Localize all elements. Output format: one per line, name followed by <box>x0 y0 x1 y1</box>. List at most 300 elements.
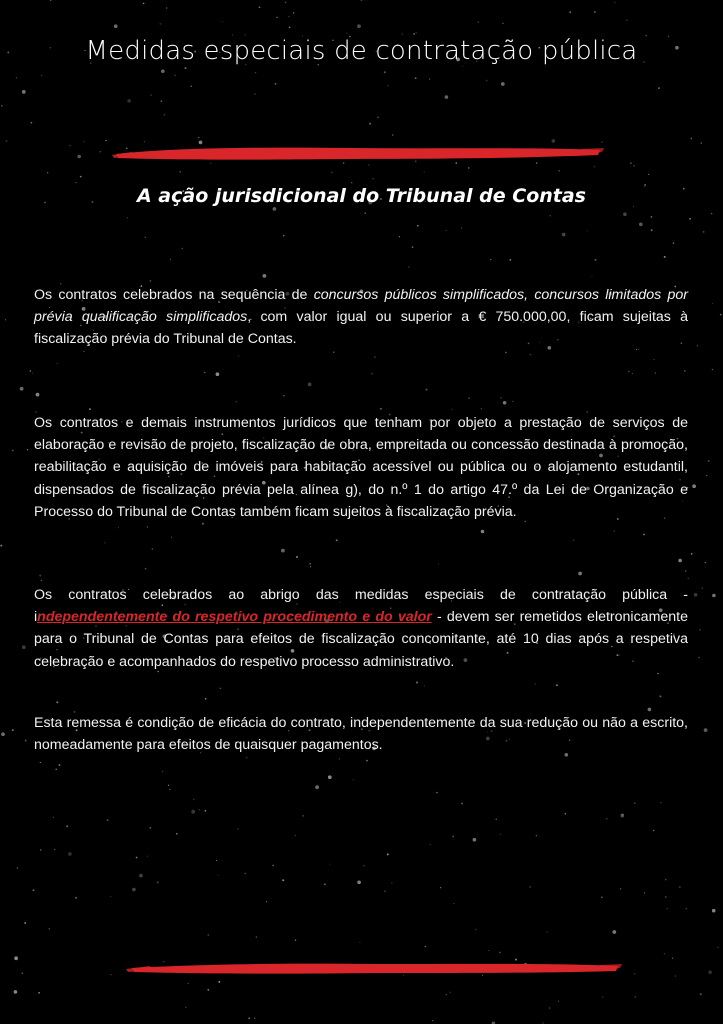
speckle-dot <box>191 810 195 814</box>
speckle-dot <box>711 213 713 215</box>
speckle-dot <box>157 882 159 884</box>
speckle-dot <box>14 956 18 960</box>
speckle-dot <box>684 370 686 372</box>
speckle-dot <box>54 849 55 850</box>
speckle-dot <box>665 896 667 898</box>
speckle-dot <box>500 397 502 399</box>
speckle-dot <box>424 685 425 686</box>
speckle-dot <box>488 950 489 951</box>
speckle-dot <box>40 849 41 850</box>
speckle-dot <box>436 792 438 794</box>
speckle-dot <box>697 345 698 346</box>
speckle-dot <box>49 928 50 929</box>
speckle-dot <box>16 77 17 78</box>
speckle-dot <box>587 230 588 231</box>
speckle-dot <box>188 983 189 984</box>
speckle-dot <box>412 246 414 248</box>
speckle-dot <box>402 33 403 34</box>
red-brush-stroke-bottom <box>126 958 622 978</box>
speckle-dot <box>630 162 632 164</box>
speckle-dot <box>673 242 674 243</box>
speckle-dot <box>353 779 354 780</box>
speckle-dot <box>387 853 389 855</box>
speckle-dot <box>136 857 138 859</box>
speckle-dot <box>0 545 2 547</box>
speckle-dot <box>147 526 148 527</box>
speckle-dot <box>691 553 693 555</box>
speckle-dot <box>170 259 171 260</box>
speckle-dot <box>368 164 369 165</box>
speckle-dot <box>499 952 501 954</box>
speckle-dot <box>36 393 40 397</box>
speckle-dot <box>594 166 596 168</box>
speckle-dot <box>660 802 661 803</box>
speckle-dot <box>218 875 219 876</box>
speckle-dot <box>701 143 702 144</box>
speckle-dot <box>720 314 722 316</box>
speckle-dot <box>536 835 538 837</box>
speckle-dot <box>473 838 477 842</box>
speckle-dot <box>255 72 256 73</box>
speckle-dot <box>12 729 14 731</box>
speckle-dot <box>417 225 419 227</box>
speckle-dot <box>207 989 209 991</box>
speckle-dot <box>59 764 61 766</box>
speckle-dot <box>374 356 376 358</box>
speckle-dot <box>509 259 511 261</box>
speckle-dot <box>672 958 673 959</box>
speckle-dot <box>648 174 649 175</box>
speckle-dot <box>6 140 8 142</box>
speckle-dot <box>705 562 706 563</box>
speckle-dot <box>424 171 425 172</box>
speckle-dot <box>481 408 482 409</box>
speckle-dot <box>100 151 102 153</box>
speckle-dot <box>717 947 718 948</box>
speckle-dot <box>29 370 31 372</box>
speckle-dot <box>351 182 352 183</box>
speckle-dot <box>5 319 6 320</box>
speckle-dot <box>281 549 285 553</box>
speckle-dot <box>17 867 18 868</box>
speckle-dot <box>690 138 692 140</box>
speckle-dot <box>503 401 507 405</box>
speckle-dot <box>502 23 504 25</box>
speckle-dot <box>679 886 681 888</box>
speckle-dot <box>346 32 347 33</box>
speckle-dot <box>288 16 289 17</box>
speckle-dot <box>655 372 656 373</box>
speckle-dot <box>387 85 388 86</box>
speckle-dot <box>357 880 361 884</box>
speckle-dot <box>686 908 687 909</box>
speckle-dot <box>496 819 497 820</box>
speckle-dot <box>283 235 285 237</box>
speckle-dot <box>468 167 469 168</box>
speckle-dot <box>216 860 217 861</box>
speckle-dot <box>84 141 85 142</box>
speckle-dot <box>259 6 261 8</box>
speckle-dot <box>190 85 192 87</box>
speckle-dot <box>244 873 245 874</box>
speckle-dot <box>139 874 143 878</box>
speckle-dot <box>295 835 296 836</box>
speckle-dot <box>461 803 463 805</box>
speckle-dot <box>202 523 204 525</box>
speckle-dot <box>276 17 277 18</box>
speckle-dot <box>359 942 360 943</box>
speckle-dot <box>384 71 386 73</box>
paragraph-1-part-3: , com valor igual ou superior a € 750.000,00, ficam sujeitas à fiscalização prévia do Tribunal de Contas. <box>34 309 688 348</box>
speckle-dot <box>56 701 58 703</box>
speckle-dot <box>39 575 41 577</box>
paragraph-3-part-3: - devem ser remetidos eletronicamente para o Tribunal de Contas para efeitos de fiscalização concomitante, até 10 dias após a respetiva celebração e acompanhados do respetivo processo administrativo. <box>34 609 689 670</box>
paragraph-4: Esta remessa é condição de eficácia do contrato, independentemente da sua redução ou não a escrito, nomeadamente para efeitos de quaisquer pagamentos. <box>34 715 688 754</box>
speckle-dot <box>371 373 373 375</box>
speckle-dot <box>643 534 645 536</box>
speckle-dot <box>104 542 105 543</box>
speckle-dot <box>685 570 686 571</box>
speckle-dot <box>667 908 668 909</box>
speckle-dot <box>633 165 634 166</box>
speckle-dot <box>632 373 633 374</box>
speckle-dot <box>366 760 368 762</box>
speckle-dot <box>149 827 151 829</box>
speckle-dot <box>171 537 172 538</box>
speckle-dot <box>199 809 200 810</box>
speckle-dot <box>89 408 91 410</box>
speckle-dot <box>594 11 596 13</box>
speckle-dot <box>635 996 636 997</box>
speckle-dot <box>481 530 485 534</box>
speckle-dot <box>446 230 447 231</box>
speckle-dot <box>110 974 111 975</box>
speckle-dot <box>595 259 597 261</box>
speckle-dot <box>295 939 296 940</box>
speckle-dot <box>236 401 237 402</box>
speckle-dot <box>360 0 362 1</box>
speckle-dot <box>653 830 654 831</box>
speckle-dot <box>440 887 441 888</box>
speckle-dot <box>14 990 18 994</box>
speckle-dot <box>644 892 645 893</box>
speckle-dot <box>569 11 571 13</box>
speckle-dot <box>333 351 334 352</box>
speckle-dot <box>114 24 118 28</box>
speckle-dot <box>602 997 603 998</box>
speckle-dot <box>53 817 54 818</box>
speckle-dot <box>68 852 72 856</box>
speckle-dot <box>83 351 84 352</box>
page-subtitle: A ação jurisdicional do Tribunal de Contas <box>136 185 586 207</box>
speckle-dot <box>339 758 340 759</box>
speckle-dot <box>80 176 82 178</box>
red-brush-stroke-top <box>112 143 604 163</box>
speckle-dot <box>22 90 26 94</box>
speckle-dot <box>238 355 239 356</box>
speckle-dot <box>626 20 627 21</box>
speckle-dot <box>185 67 187 69</box>
speckle-dot <box>176 833 178 835</box>
speckle-dot <box>328 775 332 779</box>
speckle-dot <box>675 976 676 977</box>
speckle-dot <box>451 409 452 410</box>
speckle-dot <box>174 75 175 76</box>
speckle-dot <box>694 593 698 597</box>
speckle-dot <box>20 387 24 391</box>
speckle-dot <box>708 970 712 974</box>
speckle-dot <box>692 484 696 488</box>
paragraph-2: Os contratos e demais instrumentos jurídicos que tenham por objeto a prestação de serviços de elaboração e revisão de projeto, fiscalização de obra, empreitada ou concessão destinada à promoção, reabilitação e aquisição de imóveis para habitação acessível ou pública ou o alojamento estudantil, dispensados de fiscalização prévia pela alínea g), do n.º 1 do artigo 47.º da Lei de Organização e Processo do Tribunal de Contas também ficam sujeitos à fiscalização prévia. <box>34 415 688 520</box>
speckle-dot <box>24 922 26 924</box>
speckle-dot <box>399 236 400 237</box>
speckle-dot <box>181 248 182 249</box>
speckle-dot <box>452 836 454 838</box>
speckle-dot <box>438 563 439 564</box>
speckle-dot <box>55 769 57 771</box>
speckle-dot <box>606 818 607 819</box>
speckle-dot <box>622 814 624 816</box>
paragraph-1 <box>34 284 688 351</box>
page-title: Medidas especiais de contratação pública <box>85 36 638 66</box>
speckle-dot <box>285 2 287 4</box>
speckle-dot <box>132 888 136 892</box>
speckle-dot <box>556 684 558 686</box>
paragraph-1-part-1: Os contratos celebrados na sequência de <box>34 287 314 303</box>
speckle-dot <box>110 896 111 897</box>
speckle-dot <box>179 171 181 173</box>
speckle-dot <box>254 94 255 95</box>
speckle-dot <box>308 383 312 387</box>
speckle-dot <box>591 276 592 277</box>
speckle-dot <box>549 1007 551 1009</box>
paragraph-1-italic: concursos públicos simplificados, concursos limitados por prévia qualificação simplificados <box>34 287 688 326</box>
speckle-dot <box>664 256 666 258</box>
speckle-dot <box>25 740 27 742</box>
speckle-dot <box>248 1017 250 1019</box>
speckle-dot <box>145 237 146 238</box>
speckle-dot <box>651 229 653 231</box>
speckle-dot <box>302 815 303 816</box>
speckle-dot <box>702 588 703 589</box>
speckle-dot <box>562 233 566 237</box>
speckle-dot <box>282 879 284 881</box>
paragraph-3-highlight: ndependentemente do respetivo procedimento e do valor <box>37 609 432 626</box>
speckle-dot <box>475 929 477 931</box>
speckle-dot <box>193 799 194 800</box>
speckle-dot <box>634 802 636 804</box>
speckle-dot <box>166 7 168 9</box>
speckle-dot <box>75 897 77 899</box>
speckle-dot <box>408 266 410 268</box>
speckle-dot <box>256 936 257 937</box>
speckle-dot <box>118 527 119 528</box>
speckle-dot <box>32 373 33 374</box>
speckle-dot <box>706 475 707 476</box>
paragraph-3-part-1: Os contratos celebrados ao abrigo das medidas especiais de contratação pública - i <box>34 587 688 626</box>
speckle-dot <box>218 981 220 983</box>
speckle-dot <box>275 83 277 85</box>
speckle-dot <box>529 354 531 356</box>
speckle-dot <box>143 3 145 5</box>
speckle-dot <box>272 865 273 866</box>
speckle-dot <box>708 460 710 462</box>
speckle-dot <box>47 172 48 173</box>
speckle-dot <box>542 1022 544 1024</box>
speckle-dot <box>41 75 42 76</box>
speckle-dot <box>127 99 131 103</box>
speckle-dot <box>216 372 220 376</box>
speckle-dot <box>505 352 507 354</box>
speckle-dot <box>500 833 501 834</box>
speckle-dot <box>365 213 366 214</box>
speckle-dot <box>657 673 658 674</box>
speckle-dot <box>147 856 148 857</box>
speckle-dot <box>266 901 267 902</box>
speckle-dot <box>289 27 291 29</box>
speckle-dot <box>613 530 615 532</box>
speckle-dot <box>152 548 154 550</box>
speckle-dot <box>1 732 5 736</box>
speckle-dot <box>27 449 28 450</box>
speckle-dot <box>445 95 449 99</box>
speckle-dot <box>324 883 326 885</box>
speckle-dot <box>363 865 364 866</box>
speckle-dot <box>704 728 708 732</box>
speckle-dot <box>659 695 661 697</box>
speckle-dot <box>222 21 223 22</box>
speckle-dot <box>558 1001 559 1002</box>
speckle-dot <box>614 2 615 3</box>
speckle-dot <box>296 556 298 558</box>
speckle-dot <box>529 886 530 887</box>
speckle-dot <box>107 819 109 821</box>
speckle-dot <box>564 813 566 815</box>
speckle-dot <box>377 117 378 118</box>
speckle-dot <box>185 1007 186 1008</box>
speckle-dot <box>310 566 311 567</box>
speckle-dot <box>246 757 248 759</box>
speckle-dot <box>237 828 238 829</box>
speckle-dot <box>415 32 417 34</box>
speckle-dot <box>75 182 76 183</box>
speckle-dot <box>415 77 417 79</box>
speckle-dot <box>424 946 426 948</box>
speckle-dot <box>546 931 547 932</box>
speckle-dot <box>712 303 713 304</box>
speckle-dot <box>664 953 665 954</box>
speckle-dot <box>204 372 205 373</box>
speckle-dot <box>69 145 71 147</box>
speckle-dot <box>658 87 660 89</box>
speckle-dot <box>426 389 428 391</box>
speckle-dot <box>198 137 199 138</box>
speckle-dot <box>254 1017 256 1019</box>
speckle-dot <box>220 688 222 690</box>
speckle-dot <box>698 657 700 659</box>
speckle-dot <box>161 70 165 74</box>
speckle-dot <box>145 568 147 570</box>
speckle-dot <box>41 580 42 581</box>
speckle-dot <box>653 359 655 361</box>
speckle-dot <box>22 973 23 974</box>
speckle-dot <box>665 879 667 881</box>
speckle-dot <box>461 227 462 228</box>
speckle-dot <box>468 397 470 399</box>
speckle-dot <box>369 123 371 125</box>
speckle-dot <box>416 682 418 684</box>
speckle-dot <box>578 572 582 576</box>
speckle-dot <box>163 114 165 116</box>
speckle-dot <box>168 785 170 787</box>
speckle-dot <box>429 78 431 80</box>
speckle-dot <box>12 450 14 452</box>
speckle-dot <box>703 231 705 233</box>
speckle-dot <box>639 222 643 226</box>
speckle-dot <box>169 789 171 791</box>
speckle-dot <box>450 992 451 993</box>
speckle-dot <box>127 217 128 218</box>
speckle-dot <box>40 762 41 763</box>
speckle-dot <box>331 172 333 174</box>
paragraph-3 <box>34 584 688 673</box>
speckle-dot <box>77 155 81 159</box>
speckle-dot <box>413 33 415 35</box>
speckle-dot <box>105 140 106 141</box>
speckle-dot <box>150 280 152 282</box>
speckle-dot <box>357 24 361 28</box>
speckle-dot <box>623 212 627 216</box>
speckle-dot <box>162 771 164 773</box>
speckle-dot <box>620 888 621 889</box>
speckle-dot <box>651 216 653 218</box>
speckle-dot <box>700 993 702 995</box>
speckle-dot <box>699 629 700 630</box>
speckle-dot <box>1 105 2 106</box>
speckle-dot <box>205 698 207 700</box>
speckle-dot <box>501 82 505 86</box>
speckle-dot <box>535 683 536 684</box>
speckle-dot <box>66 825 68 827</box>
speckle-dot <box>712 594 716 598</box>
speckle-dot <box>380 408 382 410</box>
speckle-dot <box>33 889 35 891</box>
speckle-dot <box>38 992 40 994</box>
speckle-dot <box>205 810 207 812</box>
speckle-dot <box>22 645 26 649</box>
speckle-dot <box>678 559 682 563</box>
speckle-dot <box>283 395 285 397</box>
speckle-dot <box>391 882 392 883</box>
speckle-dot <box>309 563 311 565</box>
speckle-dot <box>601 897 602 898</box>
speckle-dot <box>373 178 374 179</box>
speckle-dot <box>315 785 319 789</box>
speckle-dot <box>634 973 635 974</box>
speckle-dot <box>558 170 560 172</box>
speckle-dot <box>432 1020 433 1021</box>
speckle-dot <box>273 207 277 211</box>
speckle-dot <box>712 369 714 371</box>
speckle-dot <box>689 218 691 220</box>
speckle-dot <box>573 539 575 541</box>
speckle-dot <box>293 12 295 14</box>
speckle-dot <box>512 401 514 403</box>
speckle-dot <box>150 94 152 96</box>
speckle-dot <box>612 930 616 934</box>
speckle-dot <box>336 539 338 541</box>
speckle-dot <box>159 23 161 25</box>
